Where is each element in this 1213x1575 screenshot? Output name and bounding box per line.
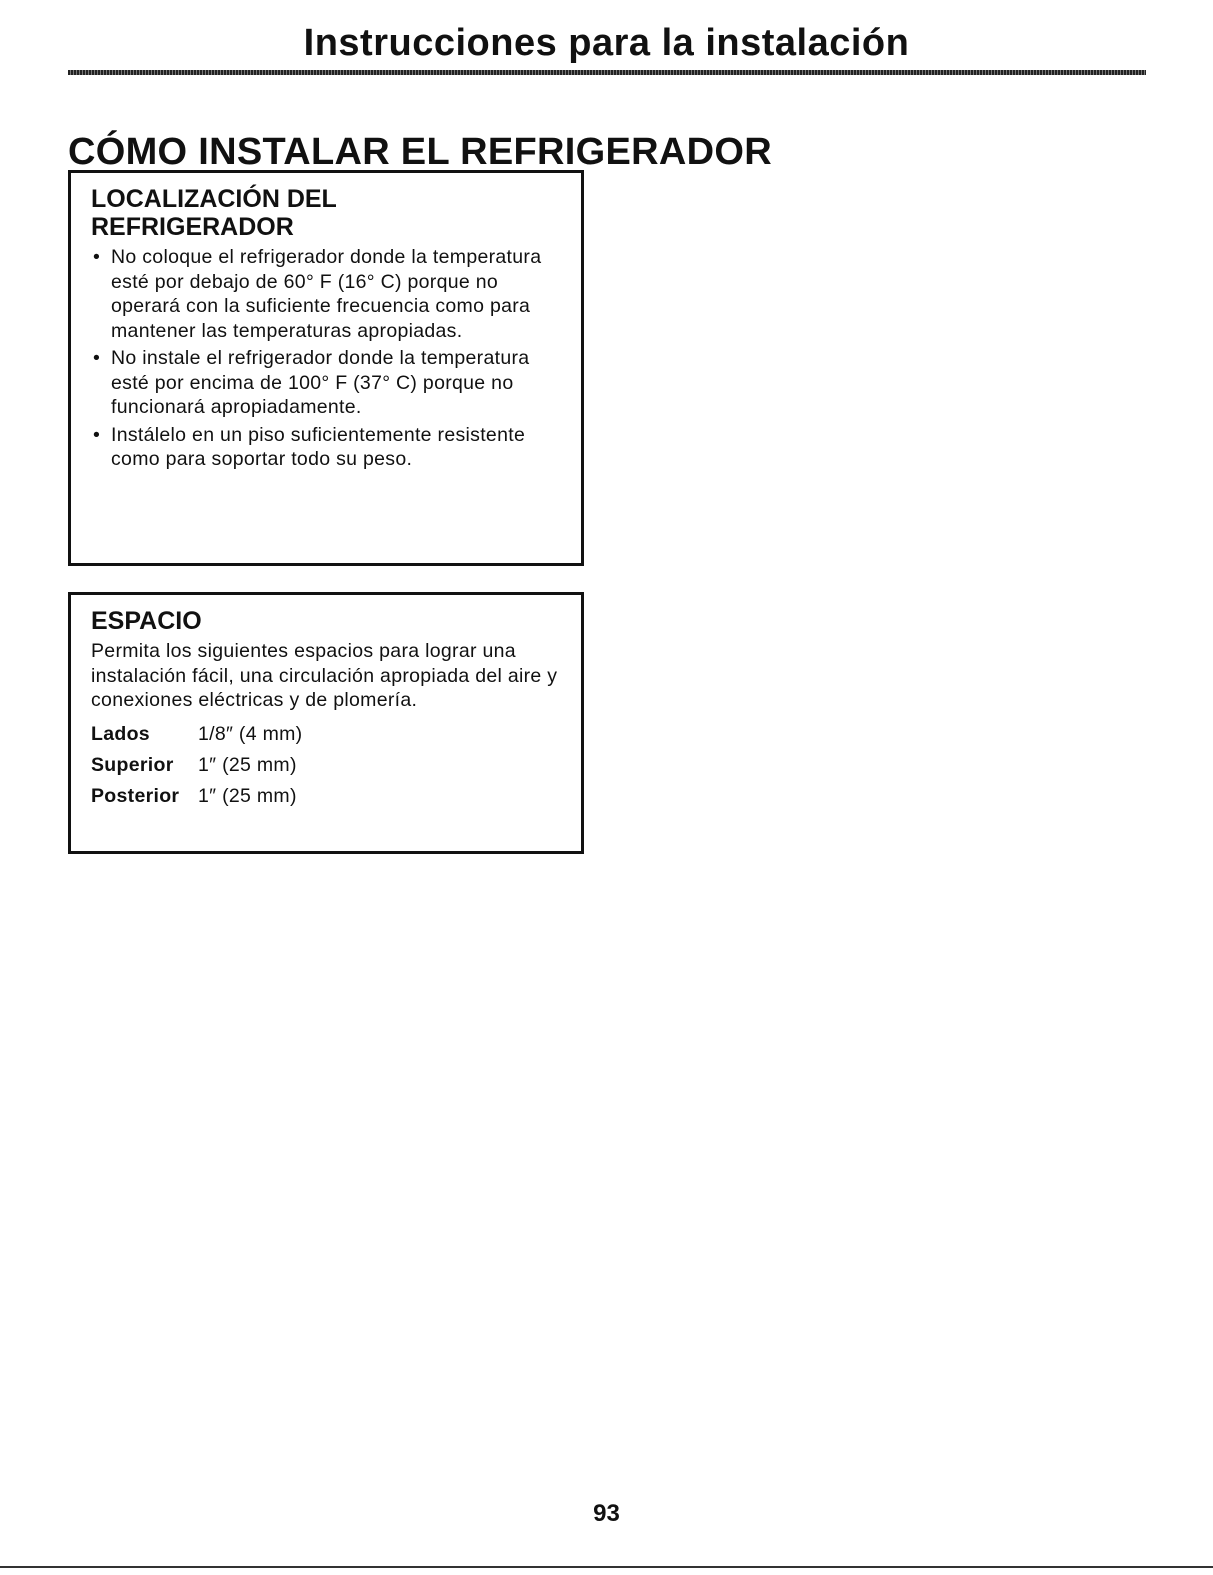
- list-item: [91, 423, 561, 472]
- page-number: 93: [593, 1500, 620, 1527]
- bullet-icon: •: [93, 423, 101, 446]
- bullet-text: Instálelo en un piso suficientemente resistente como para soportar todo su peso.: [111, 423, 526, 470]
- footer-rule: [0, 1566, 1213, 1568]
- bullet-text: No instale el refrigerador donde la temperatura esté por encima de 100° F (37° C) porque no funcionará apropiadamente.: [111, 347, 530, 418]
- running-header-title: Instrucciones para la instalación: [303, 22, 910, 64]
- bullet-text: No coloque el refrigerador donde la temperatura esté por debajo de 60° F (16° C) porque no operará con la suficiente frecuencia como para mantener las temperaturas apropiadas.: [111, 246, 542, 342]
- location-heading: LOCALIZACIÓN DEL REFRIGERADOR: [91, 185, 337, 241]
- clearance-value: 1″ (25 mm): [198, 784, 297, 807]
- bullet-icon: •: [93, 347, 101, 369]
- clearance-table: [91, 719, 302, 812]
- header-rule: [68, 70, 1146, 75]
- table-row: [91, 750, 302, 781]
- location-bullet-list: [91, 245, 561, 472]
- list-item: [91, 245, 561, 343]
- list-item: [91, 346, 561, 420]
- space-box: [68, 592, 584, 854]
- clearance-value: 1/8″ (4 mm): [198, 722, 303, 745]
- table-row: [91, 719, 302, 750]
- clearance-label: Posterior: [91, 784, 180, 807]
- space-intro: Permita los siguientes espacios para lograr una instalación fácil, una circulación apropiada del aire y conexiones eléctricas y de plomería.: [91, 640, 558, 711]
- bullet-icon: •: [93, 246, 101, 268]
- clearance-value: 1″ (25 mm): [198, 753, 297, 776]
- table-row: [91, 781, 302, 812]
- clearance-label: Lados: [91, 722, 150, 745]
- section-title: CÓMO INSTALAR EL REFRIGERADOR: [68, 131, 772, 174]
- location-box: [68, 170, 584, 566]
- space-heading: ESPACIO: [91, 607, 202, 635]
- clearance-label: Superior: [91, 753, 174, 776]
